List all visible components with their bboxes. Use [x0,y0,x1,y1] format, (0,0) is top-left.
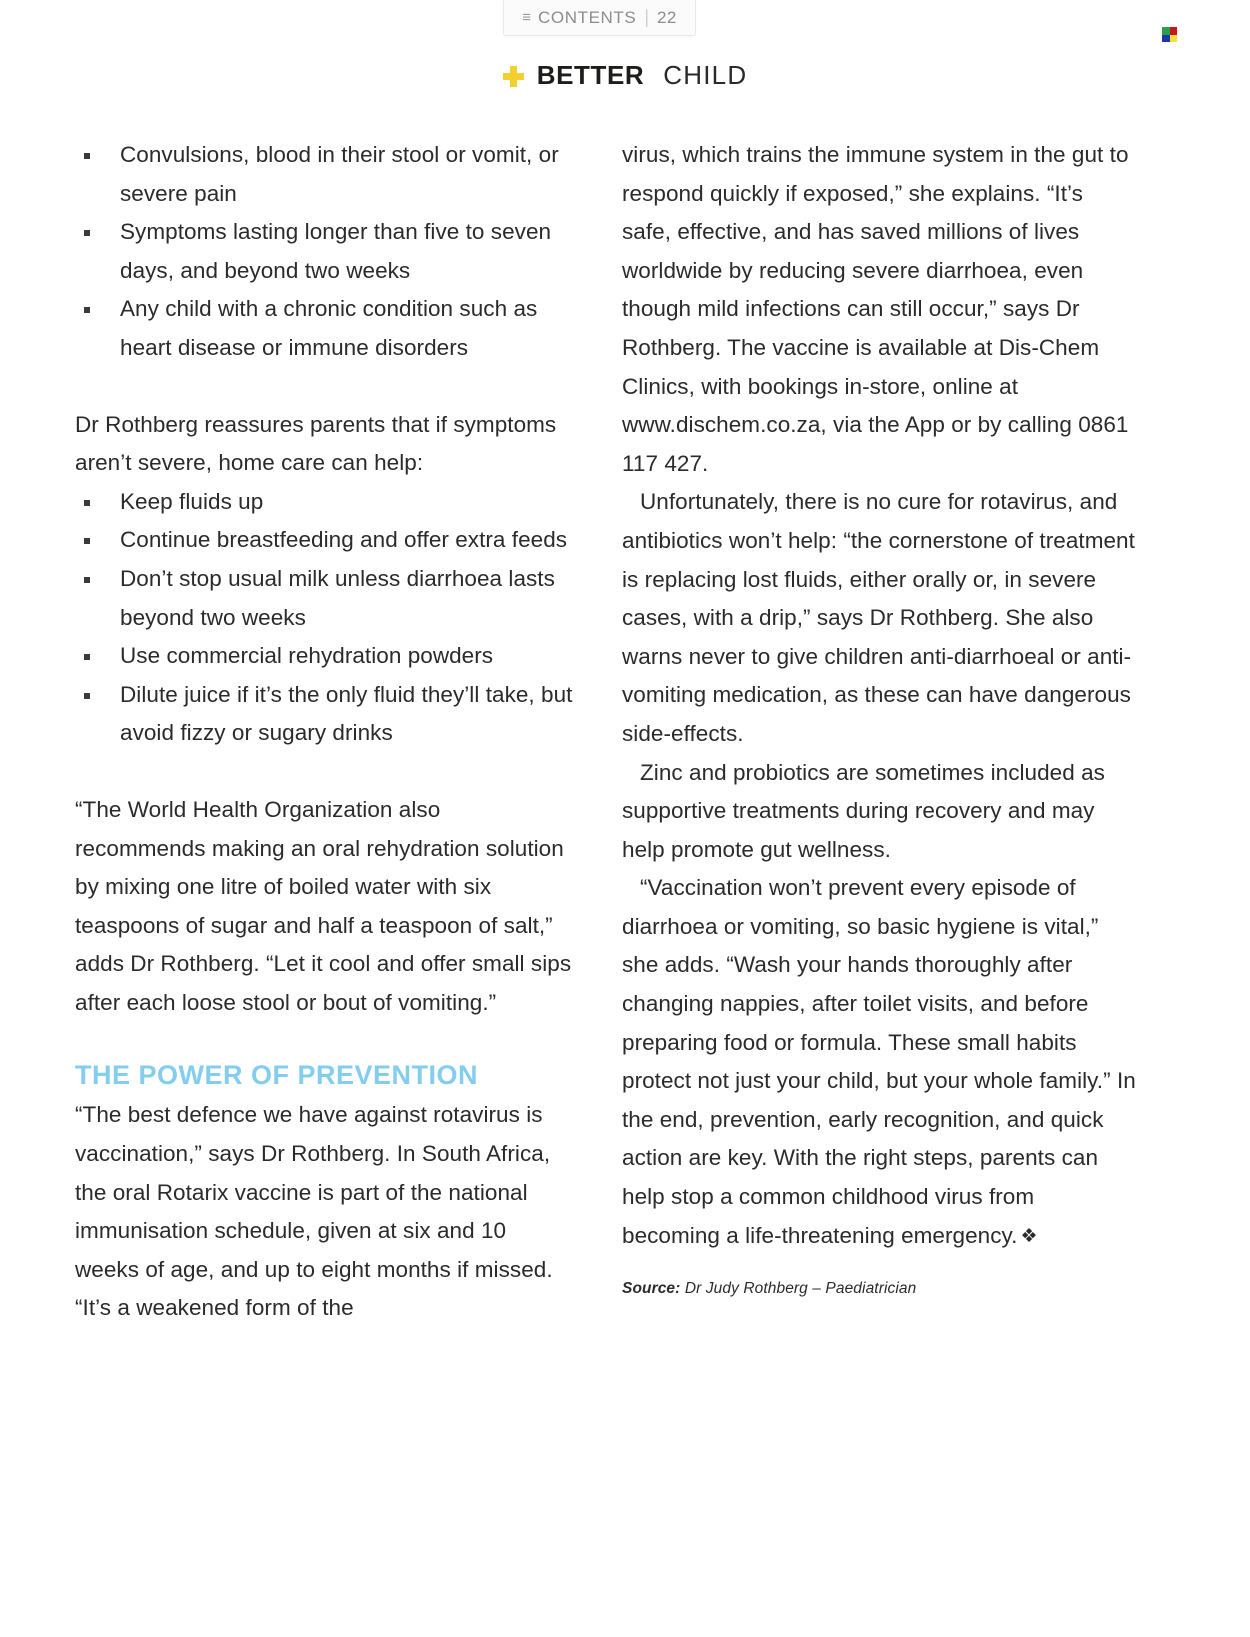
contents-divider: | [644,7,650,27]
list-item: Keep fluids up [75,483,575,522]
chip-swatch-green [1162,27,1170,35]
hygiene-paragraph-text: “Vaccination won’t prevent every episode of diarrhoea or vomiting, so basic hygiene is vital,” she adds. “Wash your hands thoroughly after changing nappies, after toilet visits, and before preparing food or formula. These small habits protect not just your child, but your whole family.” In the end, prevention, early recognition, and quick action are key. With the right steps, parents can help stop a common childhood virus from becoming a life-threatening emergency. [622,875,1136,1248]
chip-swatch-yellow [1170,35,1178,43]
no-cure-paragraph: Unfortunately, there is no cure for rotavirus, and antibiotics won’t help: “the cornerstone of treatment is replacing lost fluids, either orally or, in severe cases, with a drip,” says Dr Rothberg. She also warns never to give children anti-diarrhoeal or anti-vomiting medication, as these can have dangerous side-effects. [622,489,1135,746]
color-registration-chip [1162,27,1177,42]
contents-pill[interactable] [503,0,696,36]
source-credit [622,1278,1137,1300]
list-item: Convulsions, blood in their stool or vomit, or severe pain [75,136,575,213]
end-of-article-icon: ❖ [1020,1225,1038,1247]
list-item: Dilute juice if it’s the only fluid they’ll take, but avoid fizzy or sugary drinks [75,676,575,753]
masthead-title-bold: BETTER [536,60,645,90]
hygiene-paragraph [622,869,1137,1256]
contents-label: CONTENTS [538,7,637,27]
masthead-title-light: CHILD [663,60,748,90]
chip-swatch-red [1170,27,1178,35]
left-column [75,136,575,1328]
page-number: 22 [657,7,677,27]
list-item: Symptoms lasting longer than five to seven days, and beyond two weeks [75,213,575,290]
home-care-intro-paragraph: Dr Rothberg reassures parents that if symptoms aren’t severe, home care can help: [75,411,557,476]
list-item: Use commercial rehydration powders [75,637,575,676]
who-recommendation-paragraph: “The World Health Organization also recommends making an oral rehydration solution by mixing one litre of boiled water with six teaspoons of sugar and half a teaspoon of salt,” adds Dr Rothberg. “Let it cool and offer small sips after each loose stool or bout of vomiting.” [75,796,572,1015]
vaccine-continued-paragraph: virus, which trains the immune system in the gut to respond quickly if exposed,” she explains. “It’s safe, effective, and has saved millions of lives worldwide by reducing severe diarrhoea, even though mild infections can still occur,” says Dr Rothberg. The vaccine is available at Dis-Chem Clinics, with bookings in-store, online at www.dischem.co.za, via the App or by calling 0861 117 427. [622,142,1129,476]
zinc-probiotics-paragraph: Zinc and probiotics are sometimes included as supportive treatments during recovery and may help promote gut wellness. [622,759,1105,862]
hamburger-icon: ≡ [522,9,532,26]
warning-bullet-list [75,136,575,368]
section-heading-prevention: THE POWER OF PREVENTION [75,1060,479,1091]
right-column [622,136,1137,1328]
plus-cross-icon [503,66,524,87]
list-item: Any child with a chronic condition such as heart disease or immune disorders [75,290,575,367]
chip-swatch-blue [1162,35,1170,43]
source-label: Source: [622,1280,681,1298]
list-item: Don’t stop usual milk unless diarrhoea lasts beyond two weeks [75,560,575,637]
prevention-paragraph: “The best defence we have against rotavirus is vaccination,” says Dr Rothberg. In South Africa, the oral Rotarix vaccine is part of the national immunisation schedule, given at six and 10 weeks of age, and up to eight months if missed. “It’s a weakened form of the [75,1102,553,1321]
masthead [0,60,1250,91]
source-text: Dr Judy Rothberg – Paediatrician [680,1280,917,1298]
article-body [0,136,1250,1328]
home-care-bullet-list [75,483,575,753]
list-item: Continue breastfeeding and offer extra feeds [75,521,575,560]
